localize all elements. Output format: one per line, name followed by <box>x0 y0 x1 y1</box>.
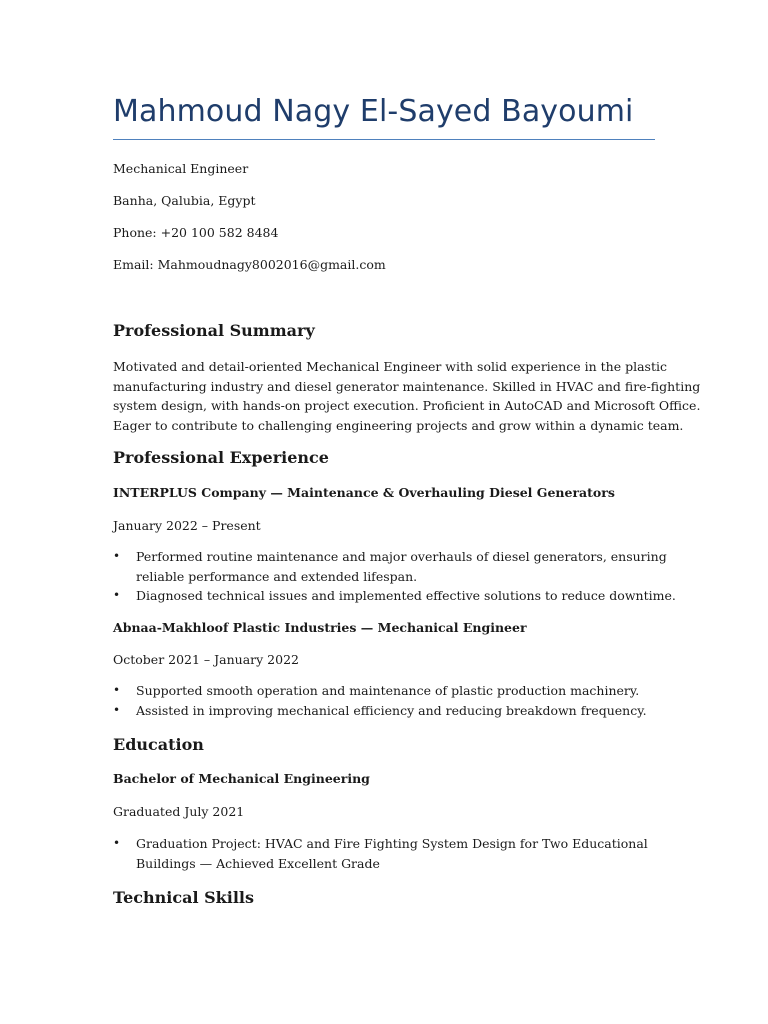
phone: Phone: +20 100 582 8484 <box>113 225 279 240</box>
location: Banha, Qalubia, Egypt <box>113 193 256 208</box>
graduation-date: Graduated July 2021 <box>113 804 245 819</box>
education-bullets <box>113 834 655 873</box>
education-heading: Education <box>113 735 204 754</box>
list-item <box>113 834 655 873</box>
name-divider <box>113 139 655 140</box>
bullet-line: Graduation Project: HVAC and Fire Fighting System Design for Two Educational <box>136 836 648 851</box>
skills-heading: Technical Skills <box>113 888 254 907</box>
bullet-icon: • <box>113 588 121 602</box>
bullet-line: Supported smooth operation and maintenance of plastic production machinery. <box>136 683 640 698</box>
bullet-line: Assisted in improving mechanical efficiency and reducing breakdown frequency. <box>136 702 647 718</box>
bullet-icon: • <box>113 836 121 850</box>
job-dates-2: October 2021 – January 2022 <box>113 652 299 667</box>
list-item <box>113 701 655 721</box>
bullet-line: reliable performance and extended lifespan. <box>136 568 418 584</box>
job-title-2: Abnaa-Makhloof Plastic Industries — Mechanical Engineer <box>113 620 527 635</box>
bullet-icon: • <box>113 683 121 697</box>
bullet-line: Diagnosed technical issues and implemented effective solutions to reduce downtime. <box>136 588 676 603</box>
summary-heading: Professional Summary <box>113 321 315 340</box>
summary-line: Motivated and detail-oriented Mechanical Engineer with solid experience in the plastic <box>113 359 667 374</box>
experience-heading: Professional Experience <box>113 448 329 467</box>
job-title-1: INTERPLUS Company — Maintenance & Overhauling Diesel Generators <box>113 485 615 500</box>
summary-line: Eager to contribute to challenging engineering projects and grow within a dynamic team. <box>113 417 684 433</box>
bullet-line: Buildings — Achieved Excellent Grade <box>136 855 380 871</box>
bullet-icon: • <box>113 549 121 563</box>
summary-paragraph <box>113 357 701 435</box>
job-bullets-1 <box>113 547 676 606</box>
summary-line: manufacturing industry and diesel generator maintenance. Skilled in HVAC and fire-fighting <box>113 378 701 394</box>
job-bullets-2 <box>113 681 655 720</box>
summary-line: system design, with hands-on project execution. Proficient in AutoCAD and Microsoft Office. <box>113 398 701 413</box>
candidate-name: Mahmoud Nagy El-Sayed Bayoumi <box>113 94 634 129</box>
list-item <box>113 586 676 606</box>
bullet-line: Performed routine maintenance and major overhauls of diesel generators, ensuring <box>136 549 667 564</box>
degree: Bachelor of Mechanical Engineering <box>113 771 370 786</box>
list-item <box>113 547 667 586</box>
list-item <box>113 681 655 701</box>
email: Email: Mahmoudnagy8002016@gmail.com <box>113 257 386 272</box>
job-title: Mechanical Engineer <box>113 161 249 176</box>
job-dates-1: January 2022 – Present <box>113 518 261 533</box>
bullet-icon: • <box>113 702 121 717</box>
